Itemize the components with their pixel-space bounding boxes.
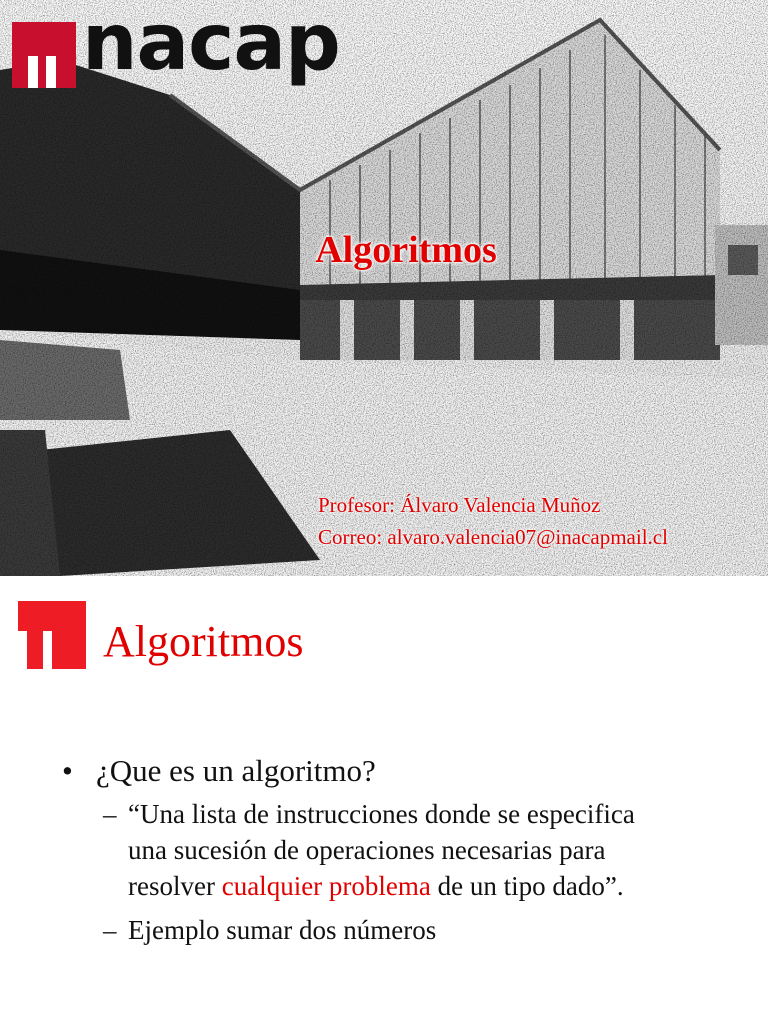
professor-name: Profesor: Álvaro Valencia Muñoz	[318, 493, 601, 517]
en-dash: –	[103, 915, 117, 945]
example-text: Ejemplo sumar dos números	[128, 915, 437, 945]
definition-line-3	[128, 868, 635, 904]
inacap-logo	[12, 0, 340, 108]
logo-wordmark: nacap	[82, 0, 340, 88]
content-slide	[0, 576, 768, 1024]
highlight-text: cualquier problema	[221, 871, 431, 901]
slide2-title: Algoritmos	[103, 617, 304, 666]
definition-text	[128, 796, 635, 904]
slide1-title: Algoritmos	[315, 229, 497, 271]
definition-line-1: “Una lista de instrucciones donde se especifica	[128, 799, 635, 829]
definition-line-3-post: de un tipo dado”.	[430, 871, 624, 901]
bullet-text: ¿Que es un algoritmo?	[96, 753, 376, 788]
inacap-red-block-icon	[18, 601, 86, 669]
bullet-dot: •	[62, 753, 73, 788]
definition-line-3-pre: resolver	[128, 871, 222, 901]
en-dash: –	[103, 799, 117, 829]
definition-line-2: una sucesión de operaciones necesarias para	[128, 835, 606, 865]
professor-email: Correo: alvaro.valencia07@inacapmail.cl	[318, 525, 668, 549]
bullet-question	[62, 752, 376, 790]
inacap-red-block-icon	[12, 22, 76, 88]
